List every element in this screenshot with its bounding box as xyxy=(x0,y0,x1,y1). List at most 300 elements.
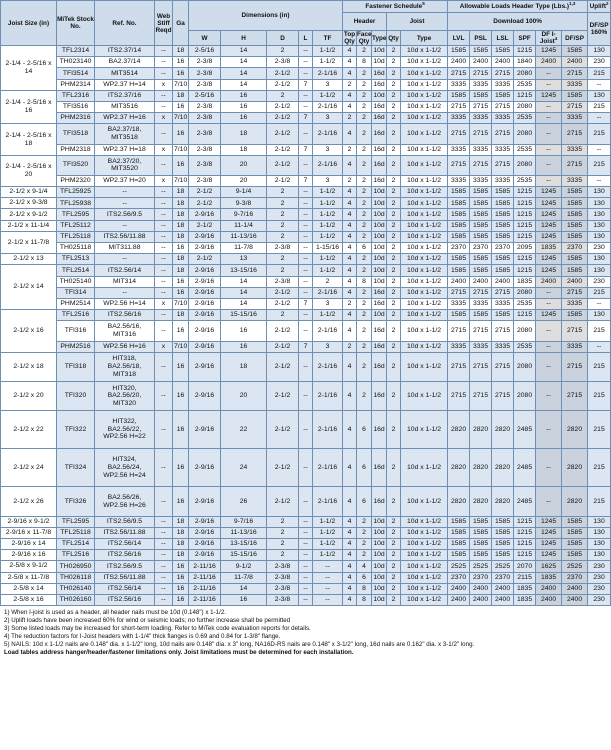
table-cell: -- xyxy=(588,175,611,186)
table-cell: 2 xyxy=(387,411,401,449)
table-cell: 2485 xyxy=(514,449,536,487)
joist-size-cell: 2-1/2 x 22 xyxy=(1,411,57,449)
table-cell: 3 xyxy=(313,298,343,309)
table-cell: 16d xyxy=(372,321,387,341)
table-cell: 3335 xyxy=(492,79,514,90)
table-cell: 2-9/16 xyxy=(189,298,221,309)
table-header xyxy=(1,1,611,46)
table-cell: 16 xyxy=(173,449,189,487)
col-lvl: LVL xyxy=(448,31,470,46)
table-cell: 2-3/8 xyxy=(189,101,221,112)
table-cell: 1-1/2 xyxy=(313,550,343,561)
table-cell: 130 xyxy=(588,187,611,198)
table-cell: 2-3/8 xyxy=(189,57,221,68)
table-cell: 4 xyxy=(343,516,357,527)
table-cell: 2715 xyxy=(448,287,470,298)
table-cell: 16d xyxy=(372,352,387,381)
table-cell: -- xyxy=(299,572,313,583)
col-dimensions: Dimensions (in) xyxy=(189,1,343,31)
table-cell: 2 xyxy=(343,341,357,352)
table-cell: PHM2318 xyxy=(57,144,95,155)
table-cell: 130 xyxy=(588,209,611,220)
table-cell: 2715 xyxy=(448,101,470,112)
col-header-type: Type xyxy=(372,31,387,46)
table-cell: 1585 xyxy=(470,527,492,538)
table-cell: 2 xyxy=(357,90,372,101)
table-cell: 2715 xyxy=(470,287,492,298)
table-cell: -- xyxy=(588,341,611,352)
table-cell: -- xyxy=(155,572,173,583)
table-cell: 1-1/2 xyxy=(313,46,343,57)
table-cell: 2 xyxy=(387,144,401,155)
table-row xyxy=(1,46,611,57)
table-cell: 1585 xyxy=(492,90,514,101)
note-3: 3) Some listed loads may be increased for short-term loading. Refer to MiTek code evaluation reports for details. xyxy=(4,625,311,633)
table-cell: TFL2595 xyxy=(57,516,95,527)
table-cell: 1-1/2 xyxy=(313,187,343,198)
table-cell: 16d xyxy=(372,287,387,298)
table-cell: 10d xyxy=(372,90,387,101)
table-cell: 18 xyxy=(173,265,189,276)
table-cell: 1215 xyxy=(514,310,536,321)
table-row xyxy=(1,287,611,298)
table-cell: 1245 xyxy=(536,516,562,527)
joist-size-cell: 2-1/4 - 2-5/16 x 16 xyxy=(1,90,57,124)
table-cell: 2-1/2 xyxy=(267,155,299,175)
table-cell: -- xyxy=(313,561,343,572)
table-cell: 2 xyxy=(387,254,401,265)
table-cell: 4 xyxy=(343,46,357,57)
table-cell: 2-1/2 xyxy=(267,79,299,90)
table-cell: 1585 xyxy=(470,46,492,57)
table-cell: 10d x 1-1/2 xyxy=(401,144,448,155)
table-cell: 2 xyxy=(357,527,372,538)
table-cell: 8 xyxy=(357,594,372,605)
table-cell: 1215 xyxy=(514,187,536,198)
table-cell: 4 xyxy=(343,90,357,101)
table-cell: 3335 xyxy=(562,144,588,155)
table-cell: 215 xyxy=(588,68,611,79)
table-cell: 16d xyxy=(372,124,387,144)
table-cell: 2 xyxy=(387,516,401,527)
col-lsl: LSL xyxy=(492,31,514,46)
table-cell: 2-9/16 xyxy=(189,310,221,321)
table-cell: 2-3/8 xyxy=(189,113,221,124)
table-cell: 2 xyxy=(387,352,401,381)
table-cell: HIT318, BA2.56/18, MIT318 xyxy=(95,352,155,381)
table-cell: 1585 xyxy=(470,539,492,550)
table-cell: 2 xyxy=(267,539,299,550)
table-cell: 2400 xyxy=(448,583,470,594)
table-cell: 3335 xyxy=(470,79,492,90)
table-cell: ITS2.56/9.5 xyxy=(95,561,155,572)
table-cell: 1215 xyxy=(514,46,536,57)
col-ga: Ga xyxy=(173,1,189,46)
table-cell: -- xyxy=(313,572,343,583)
table-cell: 1585 xyxy=(470,265,492,276)
col-psl: PSL xyxy=(470,31,492,46)
table-cell: 1215 xyxy=(514,550,536,561)
table-cell: 6 xyxy=(357,411,372,449)
table-cell: 2535 xyxy=(514,79,536,90)
table-cell: 10d xyxy=(372,198,387,209)
table-cell: 2-3/8 xyxy=(267,572,299,583)
table-cell: -- xyxy=(155,90,173,101)
table-cell: 2370 xyxy=(470,243,492,254)
table-cell: 10d x 1-1/2 xyxy=(401,341,448,352)
table-cell: 1835 xyxy=(514,583,536,594)
table-cell: 2715 xyxy=(492,68,514,79)
table-cell: 16d xyxy=(372,144,387,155)
table-cell: MIT3514 xyxy=(95,68,155,79)
table-cell: 215 xyxy=(588,449,611,487)
table-cell: 18 xyxy=(173,220,189,231)
table-cell: 2715 xyxy=(470,124,492,144)
table-cell: 2400 xyxy=(470,594,492,605)
table-cell: 10d x 1-1/2 xyxy=(401,527,448,538)
table-cell: 130 xyxy=(588,527,611,538)
table-row xyxy=(1,561,611,572)
table-cell: 16 xyxy=(173,561,189,572)
table-cell: -- xyxy=(155,187,173,198)
table-cell: 2 xyxy=(343,113,357,124)
table-cell: 2 xyxy=(343,298,357,309)
table-cell: -- xyxy=(299,287,313,298)
table-cell: 2370 xyxy=(562,243,588,254)
table-cell: 1585 xyxy=(562,539,588,550)
table-cell: 2-1/16 xyxy=(313,449,343,487)
table-cell: 2 xyxy=(387,101,401,112)
table-cell: -- xyxy=(299,155,313,175)
table-cell: 2 xyxy=(357,381,372,410)
col-web-stiff: Web Stiff Reqd xyxy=(155,1,173,46)
table-cell: TFI314 xyxy=(57,287,95,298)
table-cell: -- xyxy=(95,198,155,209)
table-cell: 10d x 1-1/2 xyxy=(401,175,448,186)
table-cell: 215 xyxy=(588,381,611,410)
table-cell: -- xyxy=(155,209,173,220)
table-cell: 2 xyxy=(267,46,299,57)
table-cell: 2715 xyxy=(470,101,492,112)
table-cell: 2820 xyxy=(492,411,514,449)
table-cell: 10d x 1-1/2 xyxy=(401,243,448,254)
table-cell: 2 xyxy=(357,298,372,309)
table-cell: 1-1/2 xyxy=(313,57,343,68)
table-cell: TFI3520 xyxy=(57,155,95,175)
table-cell: 16 xyxy=(173,243,189,254)
table-row xyxy=(1,243,611,254)
table-cell: -- xyxy=(299,411,313,449)
table-cell: 230 xyxy=(588,243,611,254)
table-cell: 4 xyxy=(343,381,357,410)
table-cell: 1585 xyxy=(562,231,588,242)
table-cell: 4 xyxy=(343,352,357,381)
table-cell: -- xyxy=(536,321,562,341)
joist-size-cell: 2-5/8 x 11-7/8 xyxy=(1,572,57,583)
table-cell: 2 xyxy=(387,209,401,220)
table-cell: 2-1/2 xyxy=(189,198,221,209)
table-cell: 4 xyxy=(343,124,357,144)
table-cell: 1245 xyxy=(536,198,562,209)
table-cell: 10d xyxy=(372,57,387,68)
table-cell: 2 xyxy=(357,550,372,561)
table-cell: 2-1/16 xyxy=(313,487,343,516)
table-cell: 2-1/2 xyxy=(267,124,299,144)
table-cell: 2-1/2 xyxy=(267,113,299,124)
fastener-note: 5 xyxy=(422,0,425,6)
table-cell: 2-1/2 xyxy=(267,101,299,112)
table-cell: -- xyxy=(313,583,343,594)
table-cell: 16 xyxy=(173,352,189,381)
table-cell: 10d x 1-1/2 xyxy=(401,449,448,487)
table-cell: 2 xyxy=(357,68,372,79)
table-cell: 2 xyxy=(357,155,372,175)
table-cell: 2 xyxy=(387,57,401,68)
table-cell: 10d x 1-1/2 xyxy=(401,276,448,287)
table-cell: -- xyxy=(155,449,173,487)
table-cell: ITS2.56/11.88 xyxy=(95,527,155,538)
table-cell: -- xyxy=(299,583,313,594)
table-cell: 3335 xyxy=(562,341,588,352)
table-cell: 130 xyxy=(588,231,611,242)
table-row xyxy=(1,113,611,124)
table-cell: -- xyxy=(299,243,313,254)
table-cell: 2-1/16 xyxy=(313,411,343,449)
table-cell: 4 xyxy=(343,527,357,538)
footer-note: Load tables address hanger/header/fastener limitations only. Joist limitations must be determined for each installation. xyxy=(4,649,354,657)
table-cell: 2 xyxy=(387,276,401,287)
table-cell: 16 xyxy=(173,381,189,410)
table-cell: TFI3514 xyxy=(57,68,95,79)
table-cell: 13 xyxy=(221,254,267,265)
table-cell: -- xyxy=(155,68,173,79)
table-row xyxy=(1,487,611,516)
table-cell: TH026160 xyxy=(57,594,95,605)
table-cell: TFI320 xyxy=(57,381,95,410)
table-cell: -- xyxy=(536,449,562,487)
col-d: D xyxy=(267,31,299,46)
table-cell: 2715 xyxy=(448,321,470,341)
table-cell: 1-15/16 xyxy=(313,243,343,254)
table-cell: 1585 xyxy=(448,265,470,276)
table-cell: 1585 xyxy=(492,265,514,276)
table-cell: ITS2.56/9.5 xyxy=(95,209,155,220)
joist-size-cell: 2-9/16 x 16 xyxy=(1,550,57,561)
table-cell: -- xyxy=(155,310,173,321)
table-cell: 7 xyxy=(299,298,313,309)
table-row xyxy=(1,352,611,381)
table-cell: 16 xyxy=(221,594,267,605)
table-cell: 2-1/2 xyxy=(267,381,299,410)
table-cell: 11-1/4 xyxy=(221,220,267,231)
table-cell: TFI326 xyxy=(57,487,95,516)
table-cell: 2-3/8 xyxy=(267,583,299,594)
table-cell: 2715 xyxy=(562,101,588,112)
table-cell: 10d xyxy=(372,220,387,231)
table-cell: 2535 xyxy=(514,298,536,309)
table-cell: 10d x 1-1/2 xyxy=(401,187,448,198)
table-cell: 9-7/16 xyxy=(221,516,267,527)
table-cell: 1585 xyxy=(470,209,492,220)
table-cell: 2820 xyxy=(492,449,514,487)
joist-size-cell: 2-1/2 x 18 xyxy=(1,352,57,381)
table-cell: 1245 xyxy=(536,187,562,198)
table-cell: BA2.37/20, MIT3520 xyxy=(95,155,155,175)
table-cell: 18 xyxy=(173,539,189,550)
col-h: H xyxy=(221,31,267,46)
table-cell: 7/10 xyxy=(173,144,189,155)
table-cell: 4 xyxy=(343,101,357,112)
table-cell: 2115 xyxy=(514,572,536,583)
col-tf: TF xyxy=(313,31,343,46)
table-cell: 16d xyxy=(372,298,387,309)
table-cell: 1245 xyxy=(536,265,562,276)
table-cell: -- xyxy=(299,487,313,516)
table-cell: 2-1/2 xyxy=(267,321,299,341)
table-cell: 2 xyxy=(387,220,401,231)
table-cell: MIT3516 xyxy=(95,101,155,112)
table-cell: 1585 xyxy=(562,516,588,527)
table-cell: BA2.37/18, MIT3518 xyxy=(95,124,155,144)
table-cell: 3335 xyxy=(448,144,470,155)
joist-size-cell: 2-1/4 - 2-5/16 x 18 xyxy=(1,124,57,155)
table-cell: 14 xyxy=(221,287,267,298)
table-cell: 16d xyxy=(372,101,387,112)
table-row xyxy=(1,209,611,220)
table-cell: 10d x 1-1/2 xyxy=(401,101,448,112)
table-cell: 3335 xyxy=(562,79,588,90)
table-cell: 10d x 1-1/2 xyxy=(401,209,448,220)
table-body xyxy=(1,46,611,606)
table-cell: 1585 xyxy=(562,527,588,538)
table-cell: 2715 xyxy=(562,155,588,175)
table-cell: 2 xyxy=(357,516,372,527)
joist-size-cell: 2-9/16 x 14 xyxy=(1,539,57,550)
table-cell: 2 xyxy=(357,287,372,298)
table-cell: WP2.37 H=18 xyxy=(95,144,155,155)
table-cell: 2 xyxy=(387,487,401,516)
allowable-loads-label: Allowable Loads Header Type (Lbs.) xyxy=(459,3,570,10)
table-cell: 2 xyxy=(387,449,401,487)
note-4: 4) The reduction factors for I-Joist headers with 1-1/4" thick flanges is 0.69 and 0.84 for 1-3/8" flange. xyxy=(4,633,281,641)
table-cell: 2-1/2 xyxy=(267,487,299,516)
table-cell: -- xyxy=(155,276,173,287)
table-cell: 2 xyxy=(387,572,401,583)
table-cell: 2820 xyxy=(492,487,514,516)
table-cell: 2715 xyxy=(562,68,588,79)
table-cell: TH026118 xyxy=(57,572,95,583)
table-cell: -- xyxy=(299,381,313,410)
table-cell: 230 xyxy=(588,594,611,605)
table-cell: TFI3516 xyxy=(57,101,95,112)
table-cell: TFL2513 xyxy=(57,254,95,265)
table-cell: 4 xyxy=(343,411,357,449)
table-cell: 2-1/2 xyxy=(267,449,299,487)
table-cell: 2370 xyxy=(448,243,470,254)
table-cell: -- xyxy=(299,198,313,209)
table-cell: 4 xyxy=(343,310,357,321)
table-cell: 14 xyxy=(221,79,267,90)
table-cell: -- xyxy=(299,90,313,101)
table-cell: -- xyxy=(155,539,173,550)
table-cell: 4 xyxy=(343,287,357,298)
table-cell: 2 xyxy=(357,265,372,276)
table-cell: 2080 xyxy=(514,68,536,79)
table-cell: 10d x 1-1/2 xyxy=(401,46,448,57)
table-cell: 1585 xyxy=(448,220,470,231)
table-cell: -- xyxy=(299,561,313,572)
table-cell: TFI316 xyxy=(57,321,95,341)
table-cell: 2 xyxy=(387,341,401,352)
table-cell: TFI318 xyxy=(57,352,95,381)
table-cell: 2080 xyxy=(514,101,536,112)
col-joist-size: Joist Size (in) xyxy=(1,1,57,46)
table-cell: TFL2514 xyxy=(57,265,95,276)
table-cell: 3335 xyxy=(562,298,588,309)
table-cell: 2715 xyxy=(448,352,470,381)
table-cell: 2 xyxy=(387,155,401,175)
table-cell: 10d x 1-1/2 xyxy=(401,487,448,516)
table-cell: WP2.37 H=16 xyxy=(95,113,155,124)
table-cell: 10d x 1-1/2 xyxy=(401,594,448,605)
table-cell: 2-1/2 xyxy=(267,411,299,449)
table-cell: 3335 xyxy=(470,298,492,309)
table-cell: 1215 xyxy=(514,220,536,231)
table-cell: 2 xyxy=(387,594,401,605)
table-cell: 16 xyxy=(173,287,189,298)
table-cell: 16 xyxy=(221,113,267,124)
table-cell: 10d xyxy=(372,254,387,265)
table-cell: 2-3/8 xyxy=(267,594,299,605)
table-cell: 2 xyxy=(357,101,372,112)
table-cell: -- xyxy=(536,381,562,410)
table-cell: -- xyxy=(155,561,173,572)
note-5: 5) NAILS: 10d x 1-1/2 nails are 0.148" dia. x 1-1/2" long, 10d nails are 0.148" dia. x 3" long, NA16D-RS nails are 0.148" x 3-1/2" long, 16d nails are 0.162" dia. x 3-1/2" long. xyxy=(4,641,475,649)
table-cell: ITS2.37/16 xyxy=(95,90,155,101)
table-cell: 2400 xyxy=(470,583,492,594)
table-cell: -- xyxy=(155,220,173,231)
table-cell: 2 xyxy=(267,550,299,561)
table-cell: 2 xyxy=(387,539,401,550)
table-cell: 10d x 1-1/2 xyxy=(401,572,448,583)
table-cell: 2 xyxy=(343,175,357,186)
table-cell: 1585 xyxy=(492,310,514,321)
table-cell: TFI3518 xyxy=(57,124,95,144)
table-row xyxy=(1,583,611,594)
table-cell: WP2.37 H=20 xyxy=(95,175,155,186)
table-cell: 9-3/8 xyxy=(221,198,267,209)
table-cell: 18 xyxy=(173,231,189,242)
table-cell: -- xyxy=(155,243,173,254)
table-cell: TFL2514 xyxy=(57,539,95,550)
table-cell: 2 xyxy=(387,68,401,79)
table-cell: 4 xyxy=(343,155,357,175)
table-cell: 2820 xyxy=(562,411,588,449)
table-cell: 2525 xyxy=(562,561,588,572)
table-cell: 2-1/16 xyxy=(313,124,343,144)
table-cell: 2 xyxy=(387,46,401,57)
table-cell: 10d xyxy=(372,539,387,550)
table-cell: 130 xyxy=(588,254,611,265)
table-cell: 9-7/16 xyxy=(221,209,267,220)
table-cell: 2715 xyxy=(562,381,588,410)
table-cell: 3335 xyxy=(470,175,492,186)
table-cell: 2070 xyxy=(514,561,536,572)
table-row xyxy=(1,381,611,410)
table-cell: 10d x 1-1/2 xyxy=(401,155,448,175)
table-cell: 130 xyxy=(588,310,611,321)
table-cell: -- xyxy=(536,101,562,112)
